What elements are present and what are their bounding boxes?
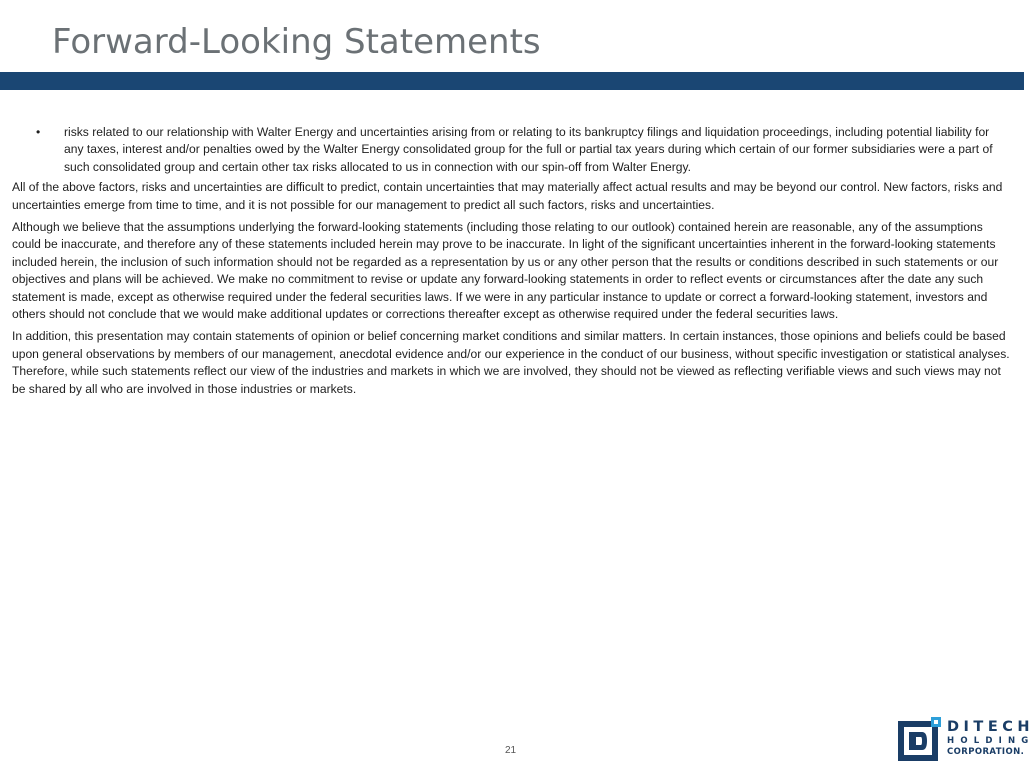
header-bar (0, 72, 1024, 90)
slide-content (12, 124, 1012, 403)
page-number: 21 (505, 745, 517, 756)
paragraph-factors: All of the above factors, risks and uncertainties are difficult to predict, contain uncertainties that may materially affect actual results and may be beyond our control. New factors, risks and uncertainties emerge from time to time, and it is not possible for our management to predict all such factors, risks and uncertainties. (12, 180, 1003, 212)
bullet-marker: • (36, 125, 41, 139)
ditech-logo-mark-icon (897, 717, 943, 763)
page-title: Forward-Looking Statements (52, 22, 541, 62)
ditech-logo (897, 717, 1034, 763)
logo-line-corporation: CORPORATION. (947, 747, 1025, 757)
bullet-item (12, 124, 1012, 176)
logo-line-holding: HOLDING (947, 736, 1034, 746)
logo-wordmark (947, 719, 1034, 758)
paragraph-opinions: In addition, this presentation may contain statements of opinion or belief concerning market conditions and similar matters. In certain instances, those opinions and beliefs could be based upon general observations by members of our management, anecdotal evidence and/or our experience in the conduct of our business, without specific investigation or statistical analyses. Therefore, while such statements reflect our view of the industries and markets in which we are involved, they should not be viewed as reflecting verifiable views and such views may not be shared by all who are involved in those industries or markets. (12, 329, 1010, 396)
bullet-text: risks related to our relationship with Walter Energy and uncertainties arising from or relating to its bankruptcy filings and liquidation proceedings, including potential liability for any taxes, interest and/or penalties owed by the Walter Energy consolidated group for the full or partial tax years during which certain of our former subsidiaries were a part of such consolidated group and certain other tax risks allocated to us in connection with our spin-off from Walter Energy. (64, 125, 993, 174)
logo-line-ditech: DITECH (947, 719, 1034, 735)
paragraph-assumptions: Although we believe that the assumptions underlying the forward-looking statements (including those relating to our outlook) contained herein are reasonable, any of the assumptions could be inaccurate, and therefore any of these statements included herein may prove to be inaccurate. In light of the significant uncertainties inherent in the forward-looking statements included herein, the inclusion of such information should not be regarded as a representation by us or any other person that the results or conditions described in such statements or our objectives and plans will be achieved. We make no commitment to revise or update any forward-looking statements in order to reflect events or circumstances after the date any such statement is made, except as otherwise required under the federal securities laws. If we were in any particular instance to update or correct a forward-looking statement, investors and others should not conclude that we would make additional updates or corrections thereafter except as otherwise required under the federal securities laws. (12, 220, 999, 322)
